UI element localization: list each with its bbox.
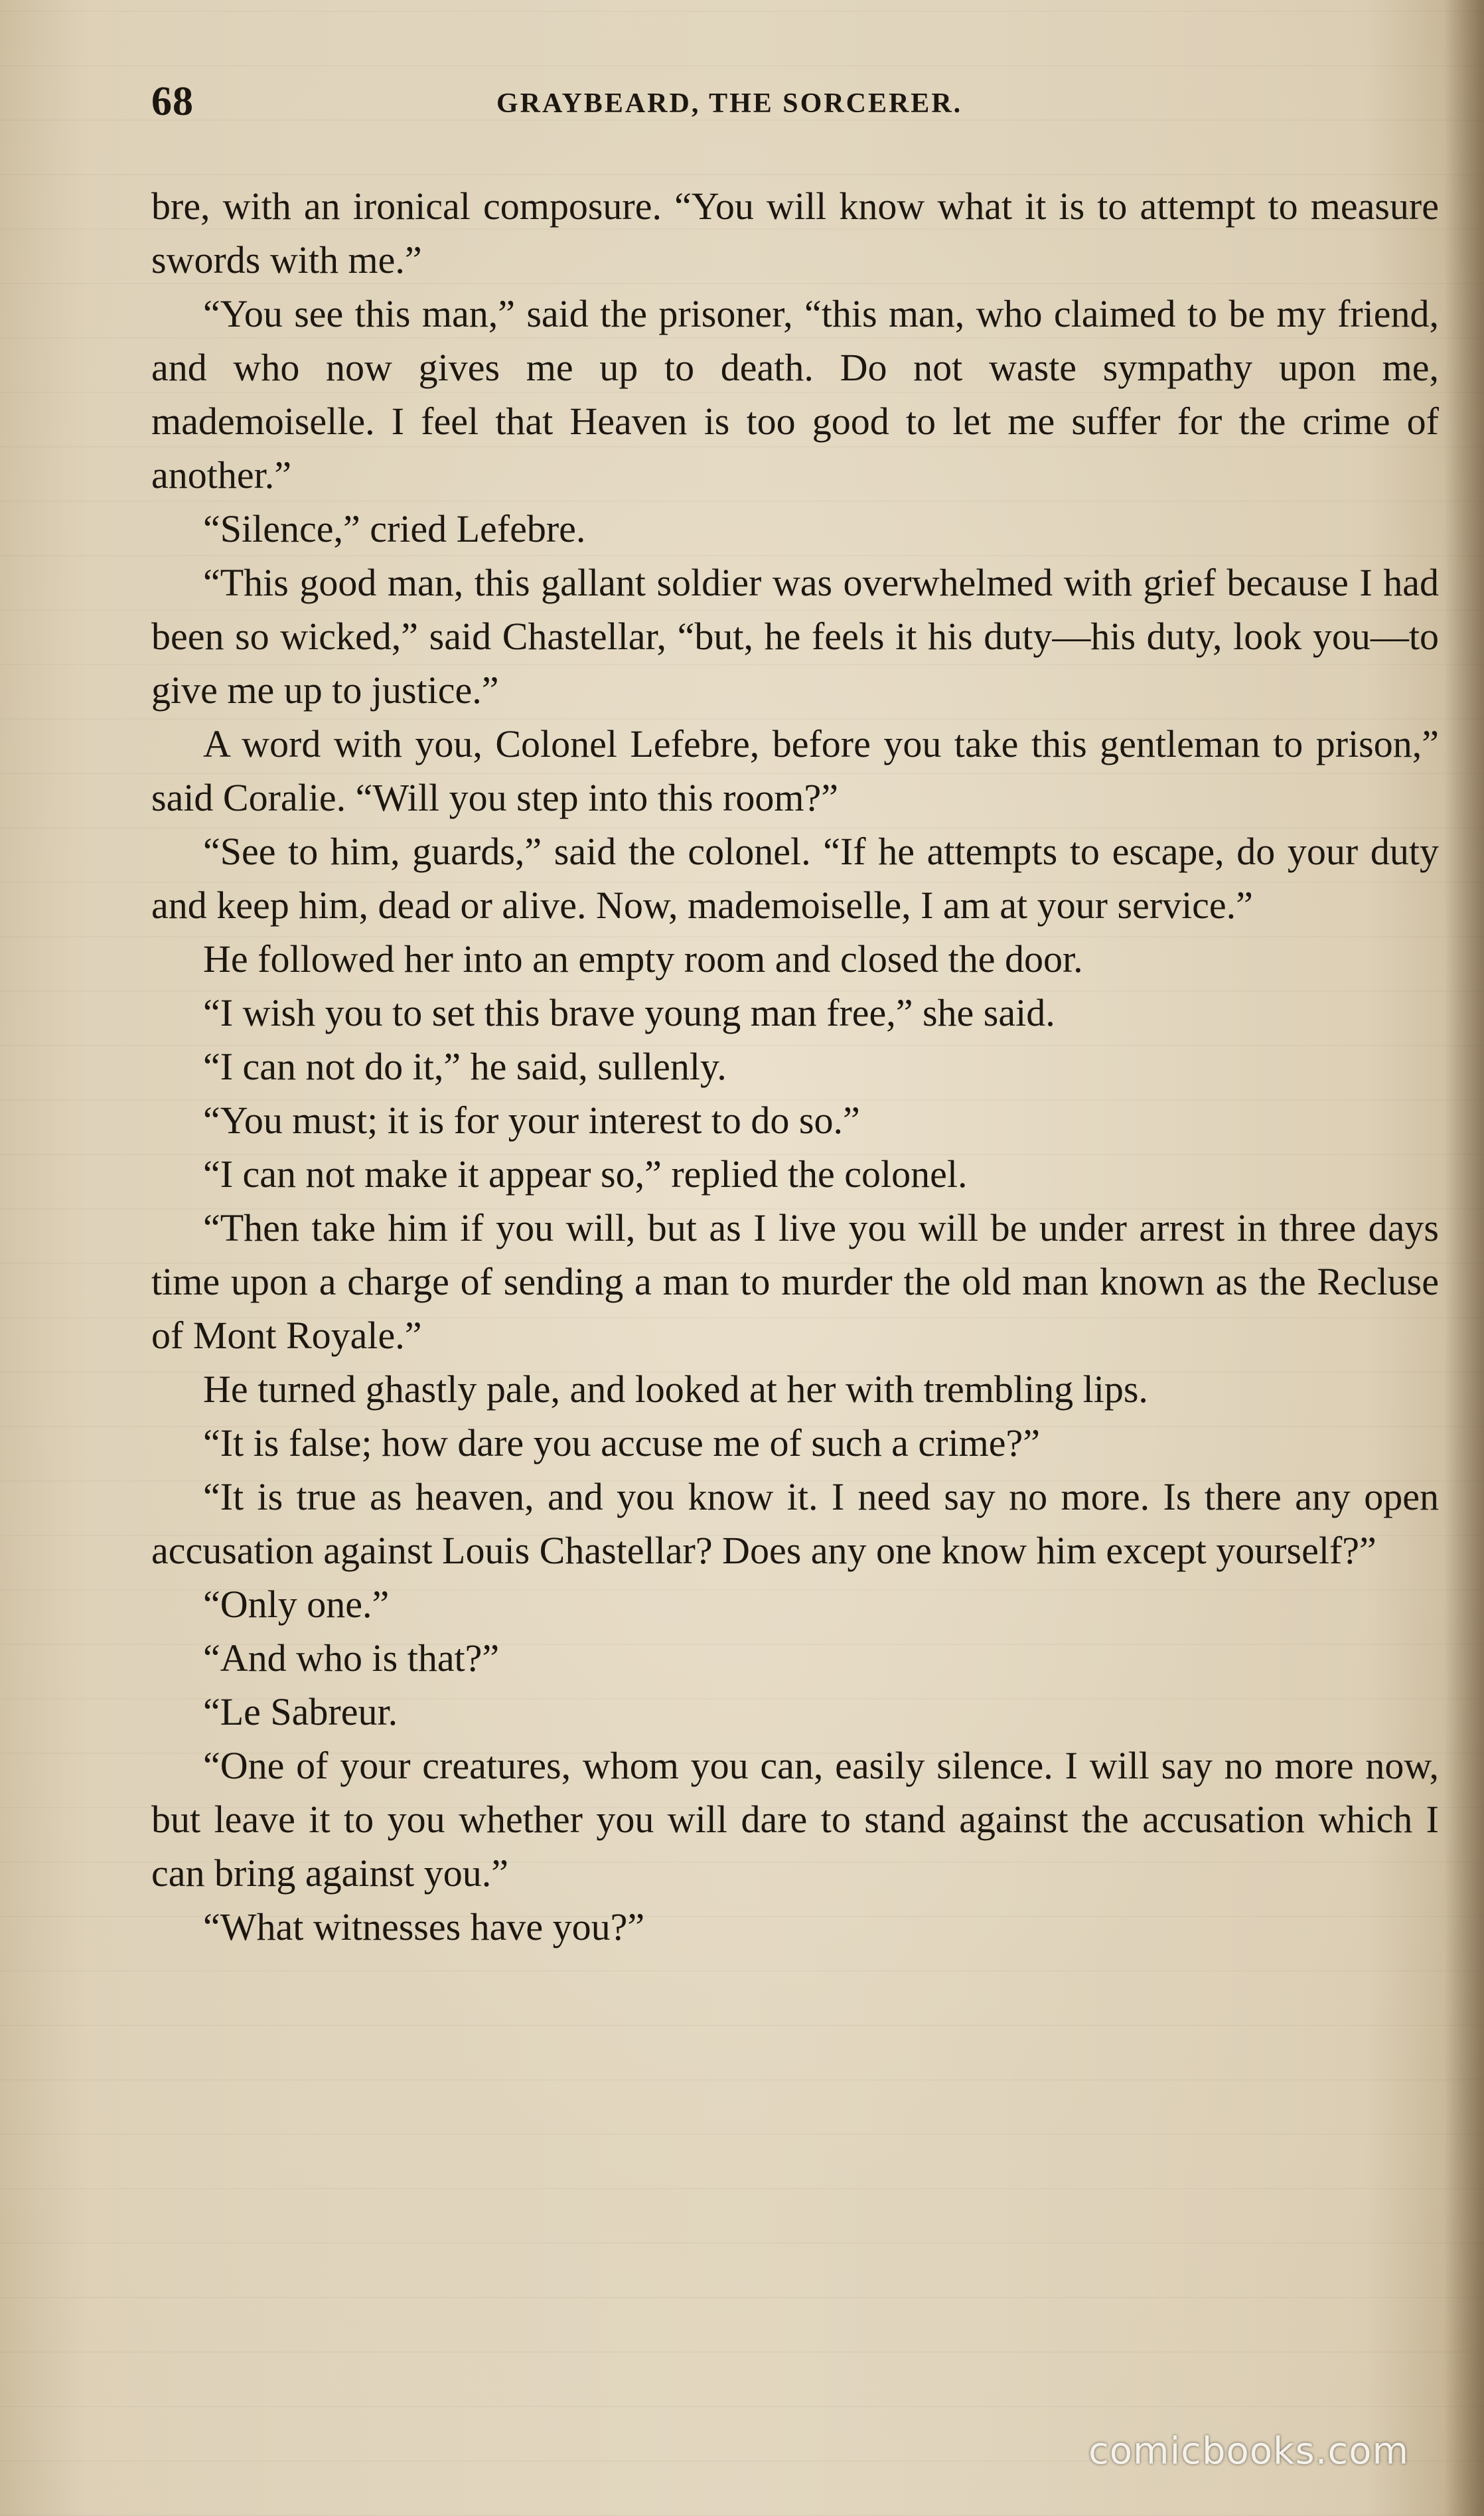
paragraph: “It is false; how dare you accuse me of such a crime?” — [203, 1421, 1040, 1464]
page-edge-shadow — [1444, 0, 1484, 2516]
paragraph: He followed her into an empty room and closed the door. — [203, 937, 1083, 981]
paragraph: “I wish you to set this brave young man free,” she said. — [203, 991, 1055, 1034]
paragraph: “Le Sabreur. — [203, 1690, 398, 1733]
page-header — [151, 78, 1439, 125]
paragraph: “You see this man,” said the prisoner, “this man, who claimed to be my friend, and who now gives me up to death. Do not waste sympathy upon me, mademoiselle. I feel that Heaven is too good to let me suffer for the crime of another.” — [151, 292, 1439, 497]
site-watermark: comicbooks.com — [1088, 2430, 1410, 2473]
paragraph: “And who is that?” — [203, 1636, 500, 1680]
paragraph: “This good man, this gallant soldier was overwhelmed with grief because I had been so wicked,” said Chastellar, “but, he feels it his duty—his duty, look you—to give me up to justice.” — [151, 561, 1439, 712]
paragraph: “It is true as heaven, and you know it. I need say no more. Is there any open accusation against Louis Chastellar? Does any one know him except yourself?” — [151, 1475, 1439, 1572]
paragraph: “Silence,” cried Lefebre. — [203, 507, 586, 550]
page-number: 68 — [151, 79, 194, 124]
running-title: GRAYBEARD, THE SORCERER. — [496, 88, 963, 119]
paragraph: “You must; it is for your interest to do so.” — [203, 1099, 860, 1142]
paragraph: “See to him, guards,” said the colonel. “If he attempts to escape, do your duty and keep him, dead or alive. Now, mademoiselle, I am at your service.” — [151, 830, 1439, 927]
paragraph: “I can not make it appear so,” replied the colonel. — [203, 1152, 968, 1196]
body-text — [151, 179, 1439, 1954]
paragraph: A word with you, Colonel Lefebre, before you take this gentleman to prison,” said Coralie. “Will you step into this room?” — [151, 722, 1439, 819]
paragraph: He turned ghastly pale, and looked at her with trembling lips. — [203, 1368, 1148, 1411]
paragraph: “What witnesses have you?” — [203, 1905, 645, 1948]
paragraph: “One of your creatures, whom you can, easily silence. I will say no more now, but leave it to you whether you will dare to stand against the accusation which I can bring against you.” — [151, 1744, 1439, 1895]
paragraph: “Only one.” — [203, 1583, 390, 1626]
paragraph: bre, with an ironical composure. “You will know what it is to attempt to measure swords with me.” — [151, 185, 1439, 281]
paragraph: “Then take him if you will, but as I live you will be under arrest in three days time upon a charge of sending a man to murder the old man known as the Recluse of Mont Royale.” — [151, 1206, 1439, 1357]
paragraph: “I can not do it,” he said, sullenly. — [203, 1045, 727, 1088]
